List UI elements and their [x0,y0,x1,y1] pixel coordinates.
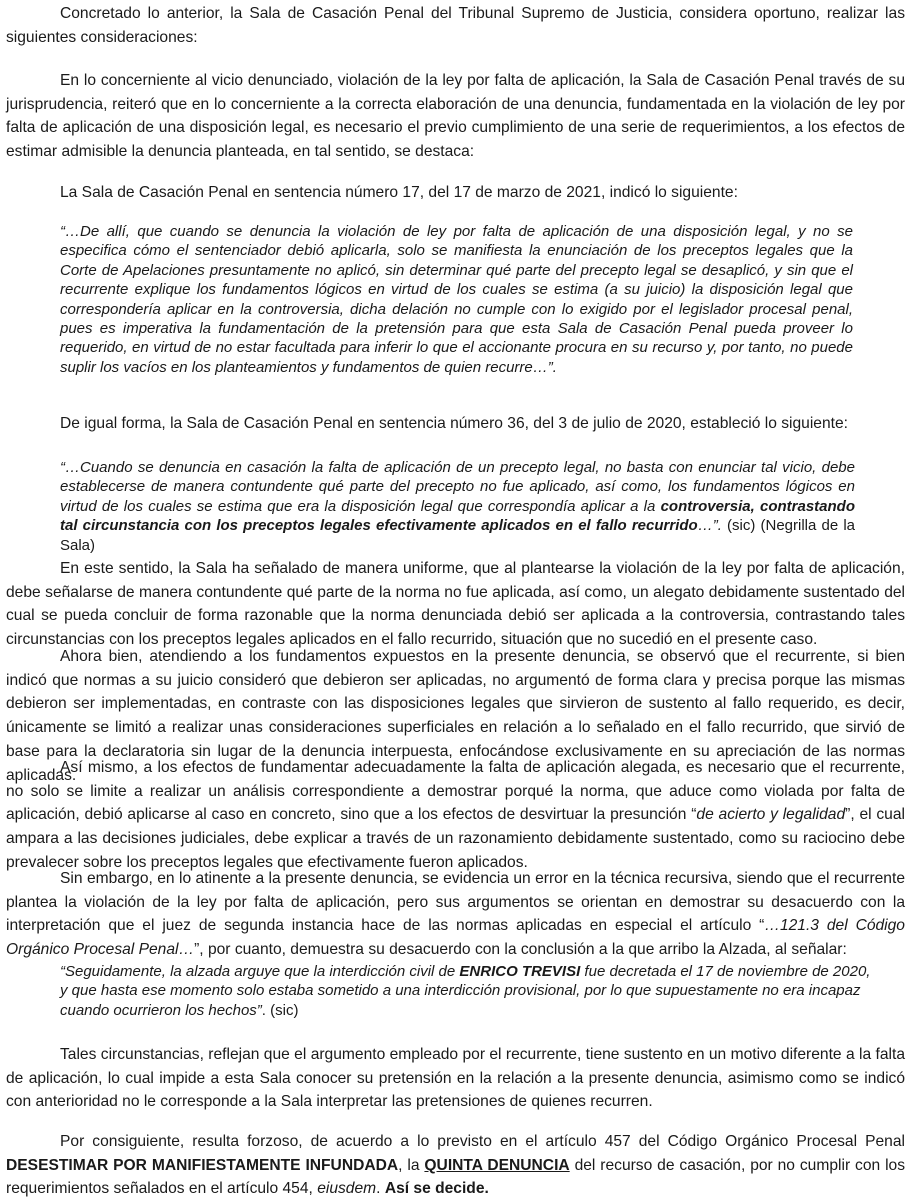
paragraph-decision-text-3: del recurso de casación, por no cumplir con los requerimientos señalados en el artículo 454, [6,1156,906,1198]
paragraph-decision-text-2: , la [398,1156,425,1174]
paragraph-sin-embargo [6,867,905,962]
quote-sentencia-36 [60,458,855,555]
asi-se-decide: Así se decide. [384,1180,489,1198]
presuncion-italic: de acierto y legalidad [696,806,846,824]
paragraph-asi-mismo-text-1: Así mismo, a los efectos de fundamentar adecuadamente la falta de aplicación alegada, es necesario que el recurrente, no solo se limite a realizar un análisis correspondiente a demostrar porqué la norma, que aduce como violada por falta de aplicación, debió aplicarse al caso en concreto, sino que a los efectos de desvirtuar la presunción “ [6,759,905,824]
paragraph-asi-mismo [6,756,905,875]
paragraph-tales-circunstancias [6,1043,905,1114]
citation-intro-1 [60,181,905,205]
quote-alzada-text-1: “Seguidamente, la alzada arguye que la interdicción civil de [60,963,460,980]
decision-bold: DESESTIMAR POR MANIFIESTAMENTE INFUNDADA [6,1156,399,1174]
quote-alzada-sic: . (sic) [261,1001,299,1019]
paragraph-intro-text: Concretado lo anterior, la Sala de Casación Penal del Tribunal Supremo de Justicia, considera oportuno, realizar las siguientes consideraciones: [6,5,905,46]
paragraph-sin-embargo-text-1: Sin embargo, en lo atinente a la presente denuncia, se evidencia un error en la técnica recursiva, siendo que el recurrente plantea la violación de la ley por falta de aplicación, pero sus argumentos se orientan en demostrar su desacuerdo con la interpretación que el juez de segunda instancia hace de las normas aplicadas en especial el artículo “ [6,870,905,935]
paragraph-decision-text-1: Por consiguiente, resulta forzoso, de acuerdo a lo previsto en el artículo 457 del Código Orgánico Procesal Penal [60,1133,905,1150]
quote-36-note: (sic) (Negrilla de la Sala) [60,517,855,554]
eiusdem-italic: eiusdem [317,1180,377,1198]
paragraph-vicio-denunciado [6,69,905,164]
quote-alzada [60,962,872,1020]
articulo-citado-italic: …121.3 del Código Orgánico Procesal Penal… [6,917,905,959]
citation-intro-2-text: De igual forma, la Sala de Casación Penal en sentencia número 36, del 3 de julio de 2020, estableció lo siguiente: [60,415,848,432]
paragraph-asi-mismo-text-2: ”, el cual ampara a las decisiones judiciales, debe explicar a través de un razonamiento debidamente sustentado, como su raciocino debe prevalecer sobre los preceptos legales que efectivamente fueron aplicados. [6,806,905,871]
quote-alzada-name: ENRICO TREVISI [459,963,581,980]
quote-sentencia-17-text: “…De allí, que cuando se denuncia la violación de ley por falta de aplicación de una disposición legal, y no se especifica cómo el sentenciador debió aplicarla, solo se manifiesta la enunciación de los preceptos legales que la Corte de Apelaciones presuntamente no aplicó, sin determinar qué parte del precepto legal se desaplicó, y sin que el recurrente explique los fundamentos lógicos en virtud de los cuales se estima (a su juicio) la disposición legal que correspondería aplicar en la controversia, dicha delación no cumple con lo exigido por el legislador procesal penal, pues es imperativa la fundamentación de la pretensión para que esta Sala de Casación Penal pueda proveer lo requerido, en virtud de no estar facultada para inferir lo que el accionante procura en su recurso y, por tanto, no puede suplir los vacíos en los planteamientos y fundamentos de quien recurre…”. [60,223,853,376]
citation-intro-2 [60,412,905,436]
paragraph-sentido-text: En este sentido, la Sala ha señalado de manera uniforme, que al plantearse la violación de la ley por falta de aplicación, debe señalarse de manera contundente qué parte de la norma no fue aplicada, así como, un alegato debidamente sustentado del cual se pueda concluir de forma razonable que la norma denunciada debió ser aplicada a la controversia, contrastando tales circunstancias con los preceptos legales aplicados en el fallo recurrido, situación que no sucedió en el presente caso. [6,560,905,649]
paragraph-decision-text-4: . [376,1180,385,1198]
quote-alzada-text-2: fue decretada el 17 de noviembre de 2020, y que hasta ese momento solo estaba sometido a una interdicción provisional, por lo que supuestamente no era incapaz cuando ocurrieron los hechos” [60,963,871,1019]
citation-intro-1-text: La Sala de Casación Penal en sentencia número 17, del 17 de marzo de 2021, indicó lo siguiente: [60,184,738,201]
quote-36-italic-text: “…Cuando se denuncia en casación la falta de aplicación de un precepto legal, no basta con enunciar tal vicio, debe establecerse de manera contundente qué parte del precepto no fue aplicado, así como, los fundamentos lógicos en virtud de los cuales se estima que era la disposición legal que correspondía aplicar a la [60,459,855,515]
quinta-denuncia-label: QUINTA DENUNCIA [424,1156,570,1174]
quote-sentencia-17 [60,222,853,377]
quote-36-bold-text: controversia, contrastando tal circunstancia con los preceptos legales efectivamente aplicados en el fallo recurrido [60,497,855,535]
paragraph-tales-text: Tales circunstancias, reflejan que el argumento empleado por el recurrente, tiene sustento en un motivo diferente a la falta de aplicación, lo cual impide a esta Sala conocer su pretensión en la relación a la presente denuncia, asimismo como se indicó con anterioridad no le corresponde a la Sala interpretar las pretensiones de quienes recurren. [6,1046,905,1111]
paragraph-intro [6,2,905,49]
paragraph-vicio-text: En lo concerniente al vicio denunciado, violación de la ley por falta de aplicación, la Sala de Casación Penal través de su jurisprudencia, reiteró que en lo concerniente a la correcta elaboración de una denuncia, fundamentada en la violación de ley por falta de aplicación de una disposición legal, es necesario el previo cumplimiento de una serie de requerimientos, a los efectos de estimar admisible la denuncia planteada, en tal sentido, se destaca: [6,72,905,161]
paragraph-sentido [6,557,905,652]
quote-36-closing: …”. [697,517,722,535]
paragraph-sin-embargo-text-2: ”, por cuanto, demuestra su desacuerdo con la conclusión a la que arribo la Alzada, al señalar: [194,941,847,959]
paragraph-decision [6,1130,905,1201]
paragraph-ahora-bien-text: Ahora bien, atendiendo a los fundamentos expuestos en la presente denuncia, se observó que el recurrente, si bien indicó que normas a su juicio consideró que debieron ser aplicadas, no argumentó de forma clara y precisa porque las mismas debieron ser implementadas, en contraste con las disposiciones legales que sirvieron de sustento al fallo requerido, es decir, únicamente se limitó a realizar unas consideraciones superficiales en relación a lo señalado en el fallo recurrido, que sirvió de base para la declaratoria sin lugar de la denuncia interpuesta, enfocándose exclusivamente en su apreciación de las normas aplicadas. [6,648,905,784]
